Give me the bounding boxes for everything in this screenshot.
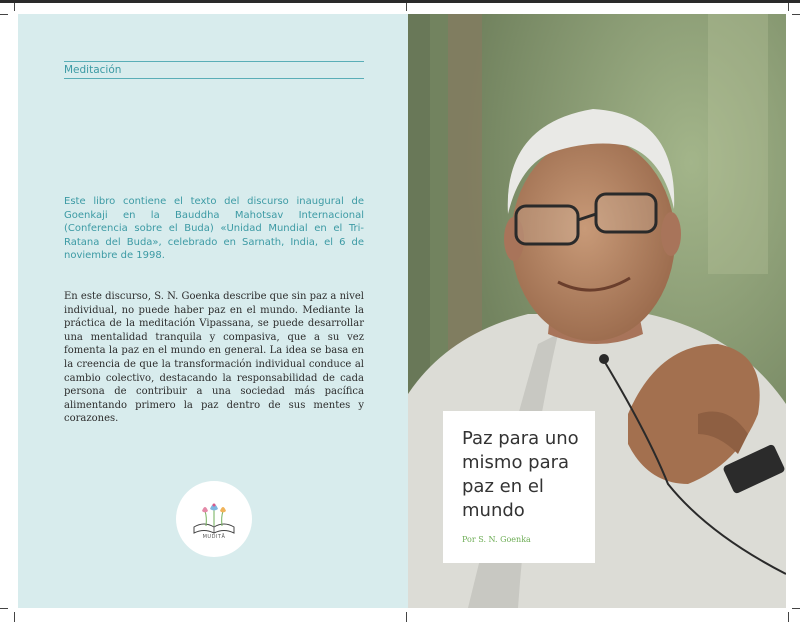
title-box (443, 411, 595, 563)
publisher-logo (176, 481, 252, 557)
lotus-book-icon (176, 481, 252, 557)
lead-paragraph: Este libro contiene el texto del discurso inaugural de Goenkaji en la Bauddha Mahotsav Internacional (Conferencia sobre el Buda) «Unidad Mundial en el Tri-Ratana del Buda», celebrado en Sarnath, India, el 6 de noviembre de 1998. (64, 196, 364, 262)
crop-mark (788, 3, 789, 11)
top-edge-bar (0, 0, 800, 3)
body-paragraph: En este discurso, S. N. Goenka describe que sin paz a nivel individual, no puede haber paz en el mundo. Mediante la práctica de la meditación Vipassana, se puede desarrollar una mentalidad tranquila y compasiva, que a su vez fomenta la paz en el mundo en general. La idea se basa en la creencia de que la transformación individual conduce al cambio colectivo, destacando la responsabilidad de cada persona de contribuir a una sociedad más pacífica alimentando primero la paz dentro de sus mentes y corazones. (64, 291, 364, 425)
author-label: Por S. N. Goenka (462, 535, 531, 544)
crop-mark (792, 608, 800, 609)
top-rule (64, 61, 364, 62)
crop-mark (406, 612, 407, 622)
bottom-rule (64, 78, 364, 79)
back-cover (18, 14, 408, 608)
crop-mark (14, 612, 15, 622)
crop-mark (792, 14, 800, 15)
crop-mark (406, 3, 407, 11)
category-label: Meditación (64, 64, 122, 76)
book-title: Paz para uno mismo para paz en el mundo (462, 428, 579, 521)
crop-mark (788, 612, 789, 622)
crop-mark (0, 608, 8, 609)
crop-mark (0, 14, 8, 15)
crop-mark (14, 3, 15, 11)
publisher-name: MUDITĀ (202, 534, 226, 540)
